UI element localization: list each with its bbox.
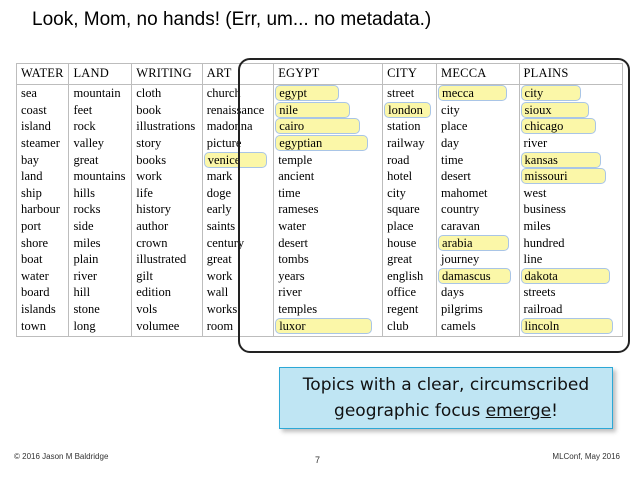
word: shore bbox=[21, 235, 49, 250]
table-cell bbox=[202, 168, 274, 185]
word: book bbox=[136, 102, 162, 117]
table-cell bbox=[132, 102, 202, 119]
word: work bbox=[206, 268, 233, 283]
word: plain bbox=[73, 252, 99, 267]
table-row bbox=[17, 168, 623, 185]
word: work bbox=[136, 169, 162, 184]
highlighted-word: lincoln bbox=[521, 318, 613, 334]
table-row bbox=[17, 301, 623, 318]
table-cell bbox=[383, 135, 437, 152]
table-cell bbox=[69, 201, 132, 218]
table-cell bbox=[17, 234, 69, 251]
table-cell bbox=[69, 102, 132, 119]
word: mark bbox=[206, 169, 233, 184]
word: day bbox=[441, 136, 460, 151]
word: great bbox=[387, 252, 413, 267]
word: sea bbox=[21, 86, 37, 101]
table-row bbox=[17, 234, 623, 251]
table-cell bbox=[69, 168, 132, 185]
highlighted-word: cairo bbox=[275, 118, 360, 134]
word: illustrated bbox=[136, 252, 187, 267]
word: river bbox=[523, 136, 548, 151]
table-cell bbox=[132, 317, 202, 336]
table-header-row bbox=[17, 64, 623, 85]
word: life bbox=[136, 185, 153, 200]
column-header: LAND bbox=[69, 64, 132, 85]
highlighted-word: egyptian bbox=[275, 135, 368, 151]
word: road bbox=[387, 152, 410, 167]
table-cell bbox=[69, 185, 132, 202]
word: tombs bbox=[278, 252, 309, 267]
table-cell bbox=[383, 201, 437, 218]
word: gilt bbox=[136, 268, 153, 283]
highlighted-word: luxor bbox=[275, 318, 372, 334]
word: temple bbox=[278, 152, 313, 167]
table-cell bbox=[274, 102, 383, 119]
word: wall bbox=[206, 285, 229, 300]
table-cell bbox=[437, 234, 520, 251]
table-cell bbox=[69, 85, 132, 102]
highlighted-word: chicago bbox=[521, 118, 596, 134]
word: railroad bbox=[523, 302, 563, 317]
callout-line-2 bbox=[280, 398, 612, 424]
column-header: EGYPT bbox=[274, 64, 383, 85]
table-cell bbox=[519, 284, 622, 301]
word: river bbox=[73, 268, 98, 283]
footer-conference: MLConf, May 2016 bbox=[552, 452, 620, 461]
table-cell bbox=[437, 268, 520, 285]
callout-text-post: ! bbox=[551, 401, 558, 421]
table-cell bbox=[274, 135, 383, 152]
table-cell bbox=[519, 135, 622, 152]
table-row bbox=[17, 102, 623, 119]
table-cell bbox=[132, 185, 202, 202]
table-row bbox=[17, 118, 623, 135]
table-cell bbox=[202, 234, 274, 251]
word: city bbox=[441, 102, 460, 117]
table-row bbox=[17, 218, 623, 235]
word: crown bbox=[136, 235, 168, 250]
table-cell bbox=[69, 234, 132, 251]
table-cell bbox=[274, 234, 383, 251]
callout-text-pre: geographic focus bbox=[334, 401, 486, 421]
table-cell bbox=[383, 301, 437, 318]
word: station bbox=[387, 119, 421, 134]
word: pilgrims bbox=[441, 302, 483, 317]
table-cell bbox=[437, 168, 520, 185]
table-cell bbox=[274, 284, 383, 301]
word: river bbox=[278, 285, 302, 300]
word: stone bbox=[73, 302, 100, 317]
table-cell bbox=[17, 218, 69, 235]
table-cell bbox=[383, 102, 437, 119]
table-cell bbox=[274, 251, 383, 268]
table-cell bbox=[202, 201, 274, 218]
table-cell bbox=[132, 201, 202, 218]
table-cell bbox=[437, 151, 520, 168]
table-cell bbox=[519, 234, 622, 251]
table-cell bbox=[17, 102, 69, 119]
table-cell bbox=[383, 317, 437, 336]
word: days bbox=[441, 285, 464, 300]
word: works bbox=[206, 302, 238, 317]
table-cell bbox=[519, 185, 622, 202]
word: boat bbox=[21, 252, 43, 267]
column-header: CITY bbox=[383, 64, 437, 85]
table-cell bbox=[202, 284, 274, 301]
table-cell bbox=[274, 317, 383, 336]
table-cell bbox=[437, 102, 520, 119]
table-cell bbox=[132, 118, 202, 135]
table-cell bbox=[383, 268, 437, 285]
table-cell bbox=[202, 218, 274, 235]
word: feet bbox=[73, 102, 93, 117]
word: picture bbox=[206, 136, 242, 151]
table-cell bbox=[437, 251, 520, 268]
table-cell bbox=[132, 168, 202, 185]
word: harbour bbox=[21, 202, 60, 217]
word: rock bbox=[73, 119, 96, 134]
word: railway bbox=[387, 136, 425, 151]
table-row bbox=[17, 268, 623, 285]
word: story bbox=[136, 136, 162, 151]
word: church bbox=[206, 86, 241, 101]
table-row bbox=[17, 185, 623, 202]
table-cell bbox=[132, 218, 202, 235]
word: water bbox=[278, 219, 306, 234]
table-cell bbox=[202, 251, 274, 268]
word: island bbox=[21, 119, 51, 134]
word: miles bbox=[73, 235, 101, 250]
table-cell bbox=[383, 234, 437, 251]
word: great bbox=[73, 152, 99, 167]
table-cell bbox=[519, 168, 622, 185]
table-row bbox=[17, 201, 623, 218]
table-cell bbox=[69, 317, 132, 336]
table-cell bbox=[519, 102, 622, 119]
table-cell bbox=[69, 135, 132, 152]
highlighted-word: missouri bbox=[521, 168, 606, 184]
table-cell bbox=[383, 168, 437, 185]
table-cell bbox=[437, 284, 520, 301]
table-cell bbox=[202, 151, 274, 168]
table-cell bbox=[437, 317, 520, 336]
word: camels bbox=[441, 318, 476, 333]
table-cell bbox=[17, 185, 69, 202]
word: great bbox=[206, 252, 232, 267]
table-cell bbox=[69, 151, 132, 168]
table-cell bbox=[519, 301, 622, 318]
table-cell bbox=[437, 218, 520, 235]
word: board bbox=[21, 285, 50, 300]
word: square bbox=[387, 202, 420, 217]
table-cell bbox=[274, 201, 383, 218]
word: hundred bbox=[523, 235, 565, 250]
word: water bbox=[21, 268, 49, 283]
word: edition bbox=[136, 285, 171, 300]
word: books bbox=[136, 152, 167, 167]
word: business bbox=[523, 202, 566, 217]
table-cell bbox=[383, 185, 437, 202]
word: street bbox=[387, 86, 415, 101]
word: caravan bbox=[441, 219, 480, 234]
table-cell bbox=[17, 135, 69, 152]
table-row bbox=[17, 317, 623, 336]
table-cell bbox=[69, 118, 132, 135]
word: hill bbox=[73, 285, 91, 300]
table-cell bbox=[132, 151, 202, 168]
table-cell bbox=[202, 268, 274, 285]
table-cell bbox=[132, 135, 202, 152]
word: madonna bbox=[206, 119, 253, 134]
word: time bbox=[441, 152, 464, 167]
table-cell bbox=[274, 85, 383, 102]
footer-copyright: © 2016 Jason M Baldridge bbox=[14, 452, 109, 461]
table-cell bbox=[274, 218, 383, 235]
word: temples bbox=[278, 302, 318, 317]
word: office bbox=[387, 285, 417, 300]
table-cell bbox=[17, 284, 69, 301]
table-cell bbox=[17, 301, 69, 318]
word: club bbox=[387, 318, 409, 333]
word: city bbox=[387, 185, 406, 200]
word: illustrations bbox=[136, 119, 196, 134]
word: hotel bbox=[387, 169, 413, 184]
table-cell bbox=[69, 268, 132, 285]
word: country bbox=[441, 202, 480, 217]
highlighted-word: damascus bbox=[438, 268, 511, 284]
highlighted-word: mecca bbox=[438, 85, 507, 101]
highlighted-word: venice bbox=[204, 152, 267, 168]
callout-box bbox=[279, 367, 613, 429]
highlighted-word: dakota bbox=[521, 268, 610, 284]
column-header: PLAINS bbox=[519, 64, 622, 85]
column-header: WRITING bbox=[132, 64, 202, 85]
table-cell bbox=[519, 201, 622, 218]
table-cell bbox=[383, 284, 437, 301]
word: streets bbox=[523, 285, 556, 300]
word: mountains bbox=[73, 169, 126, 184]
table-row bbox=[17, 251, 623, 268]
table-cell bbox=[132, 251, 202, 268]
table-cell bbox=[437, 185, 520, 202]
word: side bbox=[73, 219, 94, 234]
table-cell bbox=[274, 268, 383, 285]
table-cell bbox=[202, 102, 274, 119]
table-cell bbox=[202, 185, 274, 202]
word: valley bbox=[73, 136, 104, 151]
table-row bbox=[17, 284, 623, 301]
table-cell bbox=[519, 317, 622, 336]
table-cell bbox=[69, 284, 132, 301]
word: doge bbox=[206, 185, 231, 200]
word: regent bbox=[387, 302, 419, 317]
table-cell bbox=[17, 317, 69, 336]
table-cell bbox=[519, 218, 622, 235]
word: cloth bbox=[136, 86, 162, 101]
word: land bbox=[21, 169, 43, 184]
word: saints bbox=[206, 219, 236, 234]
topic-table bbox=[16, 63, 623, 337]
word: hills bbox=[73, 185, 95, 200]
word: town bbox=[21, 318, 46, 333]
word: miles bbox=[523, 219, 551, 234]
slide-title: Look, Mom, no hands! (Err, um... no metadata.) bbox=[32, 9, 432, 30]
table-cell bbox=[519, 151, 622, 168]
word: desert bbox=[278, 235, 309, 250]
table-cell bbox=[17, 268, 69, 285]
column-header: MECCA bbox=[437, 64, 520, 85]
table-cell bbox=[202, 85, 274, 102]
column-header: ART bbox=[202, 64, 274, 85]
table-cell bbox=[519, 268, 622, 285]
table-cell bbox=[437, 85, 520, 102]
table-row bbox=[17, 135, 623, 152]
topic-table-container bbox=[16, 63, 623, 337]
column-header: WATER bbox=[17, 64, 69, 85]
table-cell bbox=[132, 268, 202, 285]
table-cell bbox=[132, 234, 202, 251]
word: vols bbox=[136, 302, 158, 317]
word: mahomet bbox=[441, 185, 488, 200]
word: rocks bbox=[73, 202, 101, 217]
word: west bbox=[523, 185, 547, 200]
word: place bbox=[387, 219, 414, 234]
table-cell bbox=[202, 317, 274, 336]
word: long bbox=[73, 318, 96, 333]
table-cell bbox=[437, 301, 520, 318]
highlighted-word: london bbox=[384, 102, 431, 118]
word: author bbox=[136, 219, 169, 234]
table-cell bbox=[69, 301, 132, 318]
table-cell bbox=[17, 251, 69, 268]
word: time bbox=[278, 185, 301, 200]
table-cell bbox=[202, 301, 274, 318]
word: steamer bbox=[21, 136, 60, 151]
word: room bbox=[206, 318, 234, 333]
table-cell bbox=[132, 284, 202, 301]
table-cell bbox=[17, 118, 69, 135]
table-cell bbox=[519, 118, 622, 135]
word: early bbox=[206, 202, 232, 217]
callout-emphasis: emerge bbox=[485, 401, 552, 421]
highlighted-word: egypt bbox=[275, 85, 339, 101]
table-cell bbox=[519, 85, 622, 102]
word: ship bbox=[21, 185, 42, 200]
table-cell bbox=[274, 185, 383, 202]
highlighted-word: sioux bbox=[521, 102, 589, 118]
table-cell bbox=[202, 135, 274, 152]
word: coast bbox=[21, 102, 47, 117]
table-cell bbox=[17, 168, 69, 185]
table-cell bbox=[17, 151, 69, 168]
table-cell bbox=[69, 218, 132, 235]
word: journey bbox=[441, 252, 480, 267]
table-cell bbox=[437, 135, 520, 152]
word: volumee bbox=[136, 318, 180, 333]
table-cell bbox=[383, 151, 437, 168]
table-cell bbox=[274, 168, 383, 185]
word: renaissance bbox=[206, 102, 265, 117]
word: bay bbox=[21, 152, 40, 167]
word: rameses bbox=[278, 202, 319, 217]
word: english bbox=[387, 268, 424, 283]
table-cell bbox=[383, 218, 437, 235]
table-cell bbox=[274, 118, 383, 135]
table-cell bbox=[69, 251, 132, 268]
table-cell bbox=[383, 85, 437, 102]
word: line bbox=[523, 252, 543, 267]
table-row bbox=[17, 85, 623, 102]
word: desert bbox=[441, 169, 471, 184]
word: years bbox=[278, 268, 305, 283]
word: islands bbox=[21, 302, 56, 317]
word: house bbox=[387, 235, 417, 250]
word: century bbox=[206, 235, 245, 250]
table-cell bbox=[519, 251, 622, 268]
word: history bbox=[136, 202, 171, 217]
word: ancient bbox=[278, 169, 315, 184]
table-cell bbox=[17, 85, 69, 102]
table-cell bbox=[383, 118, 437, 135]
table-cell bbox=[437, 118, 520, 135]
table-cell bbox=[274, 151, 383, 168]
table-cell bbox=[202, 118, 274, 135]
table-cell bbox=[437, 201, 520, 218]
highlighted-word: arabia bbox=[438, 235, 509, 251]
table-cell bbox=[383, 251, 437, 268]
table-cell bbox=[274, 301, 383, 318]
word: place bbox=[441, 119, 468, 134]
table-cell bbox=[132, 85, 202, 102]
table-row bbox=[17, 151, 623, 168]
table-cell bbox=[132, 301, 202, 318]
word: port bbox=[21, 219, 42, 234]
highlighted-word: nile bbox=[275, 102, 350, 118]
footer-page-number: 7 bbox=[315, 455, 321, 465]
callout-line-1: Topics with a clear, circumscribed bbox=[302, 375, 590, 395]
highlighted-word: kansas bbox=[521, 152, 601, 168]
word: mountain bbox=[73, 86, 121, 101]
table-cell bbox=[17, 201, 69, 218]
highlighted-word: city bbox=[521, 85, 581, 101]
